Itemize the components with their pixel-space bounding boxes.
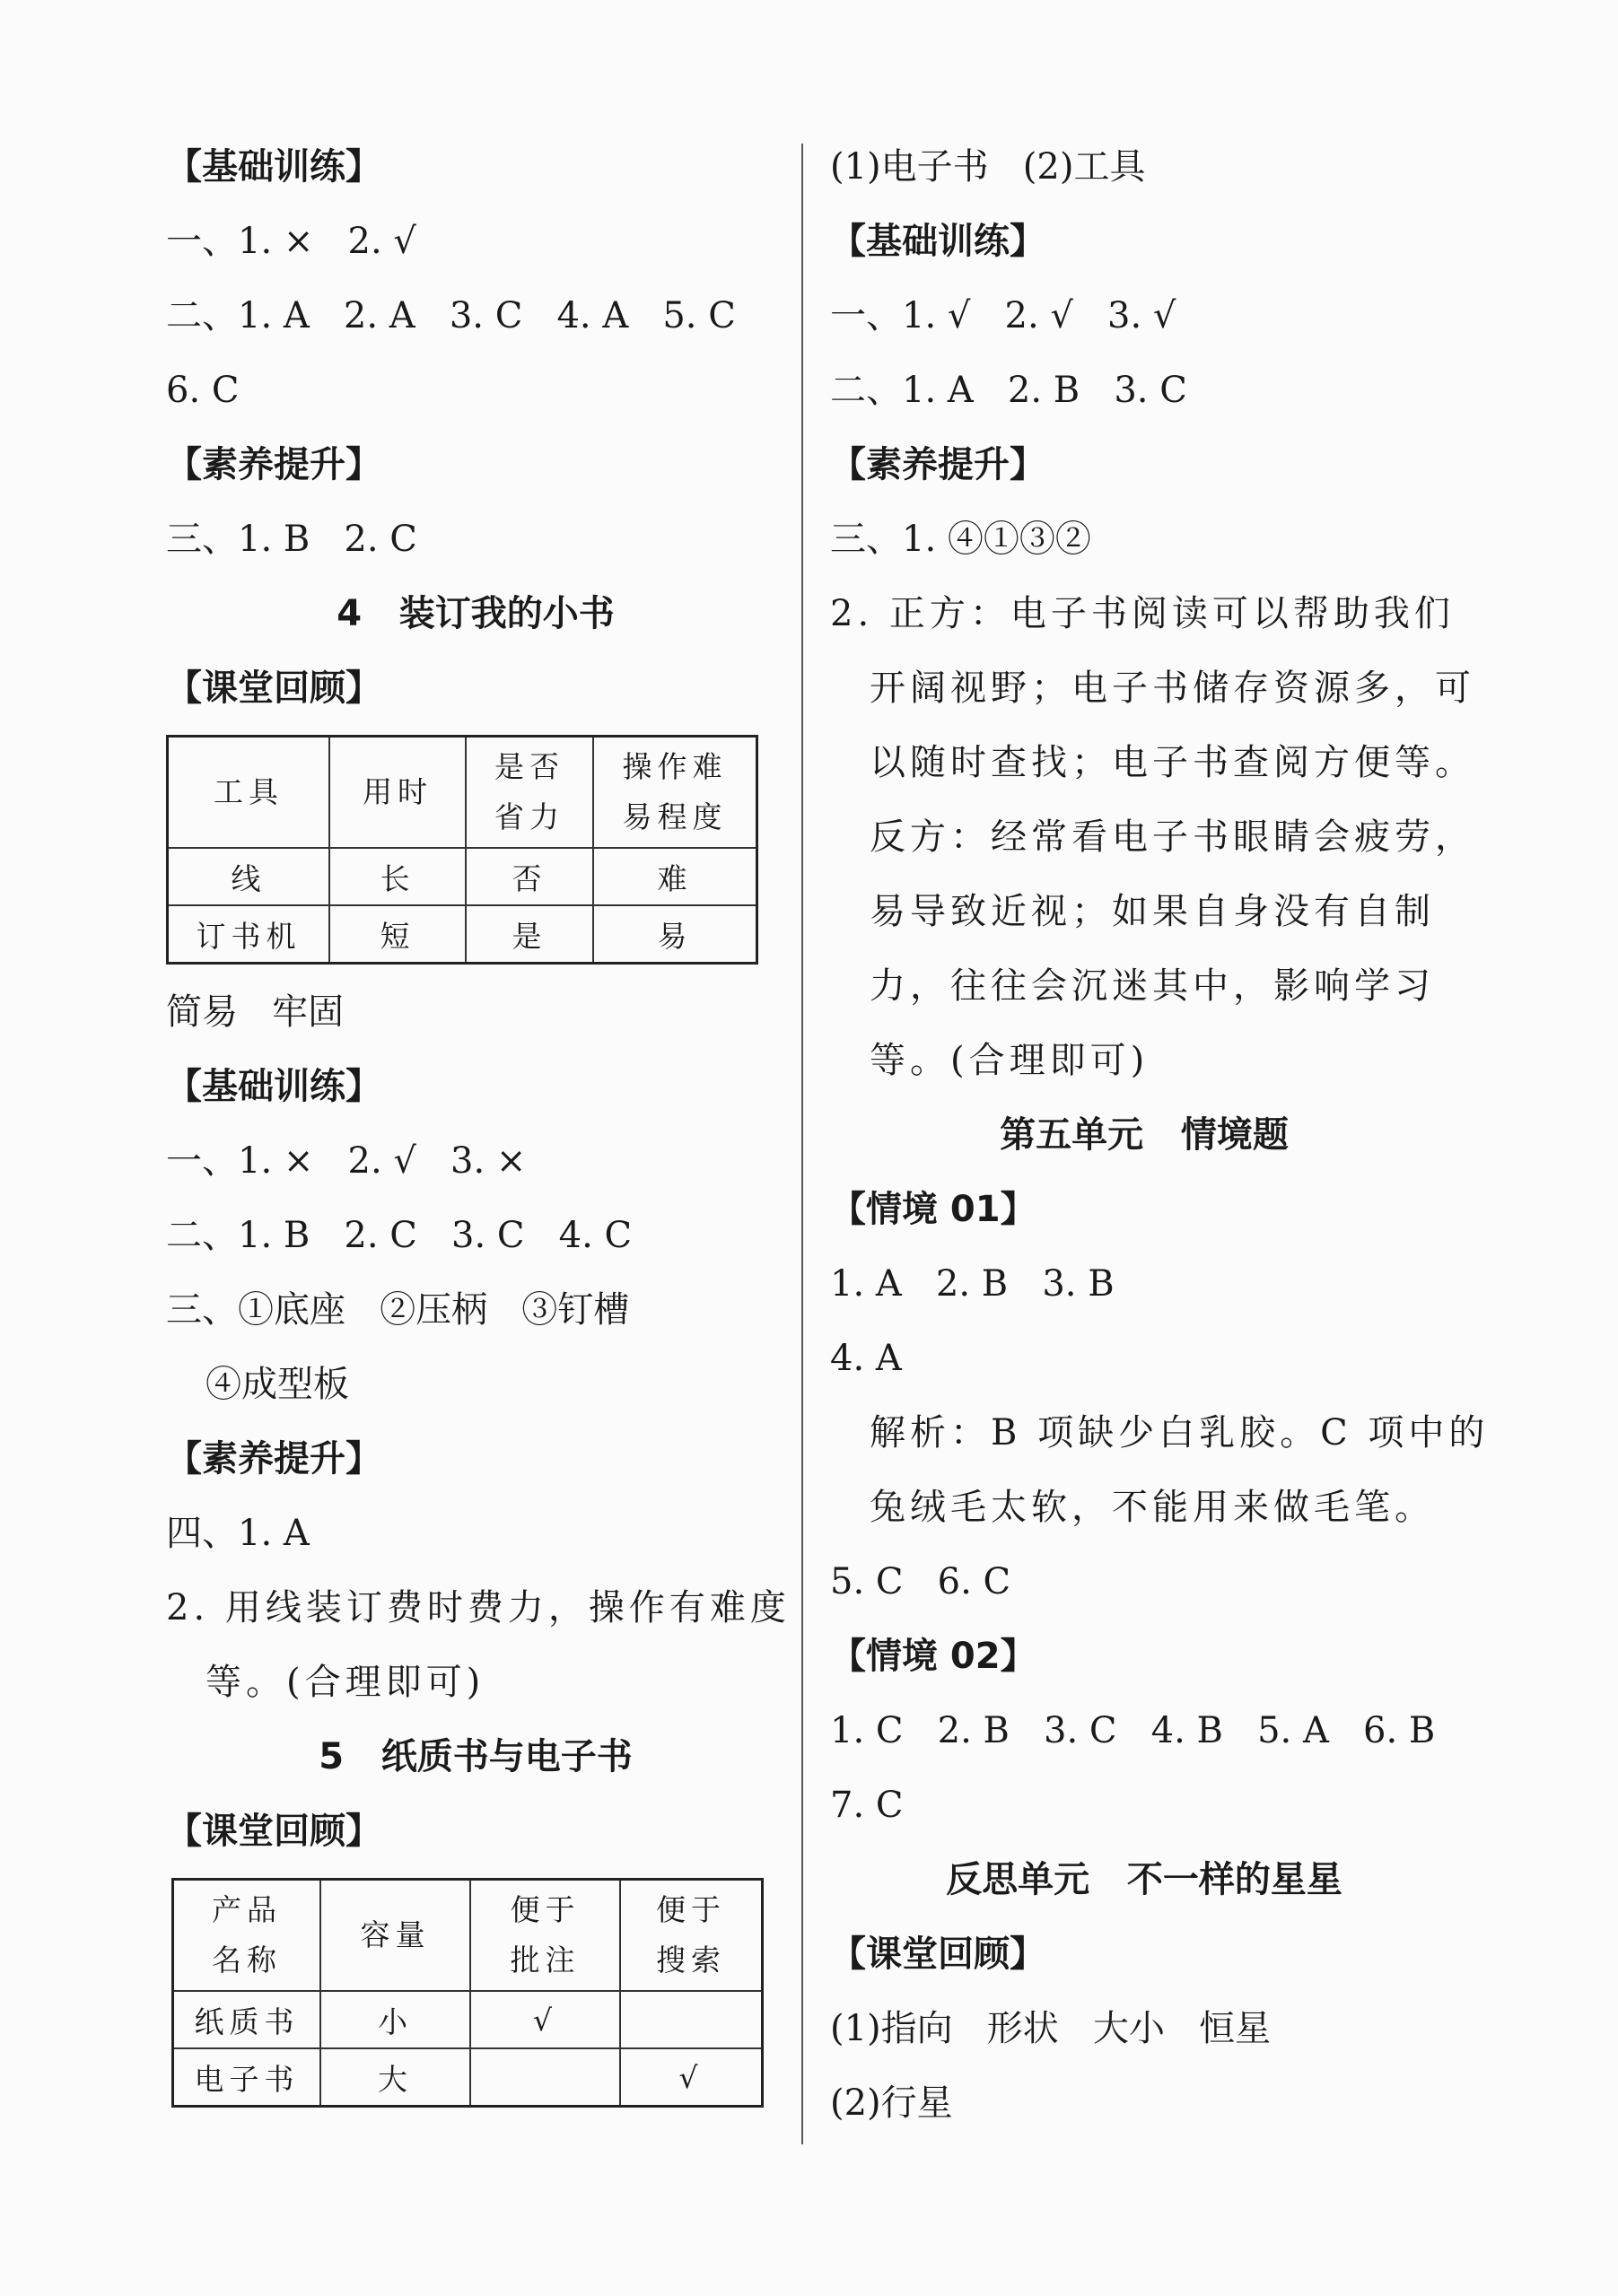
table-header-cell: 产品 名称 [173,1880,321,1992]
table-cell: 长 [329,848,466,905]
table-cell: 否 [466,848,593,905]
answer-line: 2. 用线装订费时费力，操作有难度 [166,1587,791,1628]
table-row [173,2048,763,2107]
table-cell: 电子书 [173,2048,321,2107]
table-row [168,848,757,905]
table-row [168,905,757,964]
answer-line: 7. C [830,1785,904,1826]
table-header-cell: 操作难 易程度 [593,737,757,849]
answer-line: 4. A [830,1338,902,1379]
answer-line: 三、1. ④①③② [830,519,1091,560]
table-header-cell: 容量 [320,1880,470,1992]
answer-line: 1. A 2. B 3. B [830,1263,1115,1305]
binding-tools-table [166,735,758,965]
answer-line: 一、1. × 2. √ 3. × [166,1140,527,1182]
table-header-cell: 便于 批注 [470,1880,620,1992]
section-label: 【情境 01】 [830,1189,1036,1230]
right-column [830,130,1490,2141]
answer-line: 反方：经常看电子书眼睛会疲劳， [870,816,1475,858]
answer-line: 等。(合理即可) [870,1040,1150,1081]
section-label: 【素养提升】 [830,444,1045,485]
answer-line: 一、1. √ 2. √ 3. √ [830,295,1176,336]
table-cell [470,2048,620,2107]
section-label: 【课堂回顾】 [830,1934,1045,1975]
table-cell: 易 [593,905,757,964]
answer-line: 二、1. A 2. B 3. C [830,370,1187,411]
table-cell: 线 [168,848,330,905]
answer-line: 开阔视野；电子书储存资源多，可 [870,668,1475,709]
lesson-title: 4 装订我的小书 [337,593,615,634]
unit-title: 第五单元 情境题 [1000,1114,1289,1156]
table-cell: 难 [593,848,757,905]
table-cell: 是 [466,905,593,964]
answer-line: 三、1. B 2. C [166,519,417,560]
section-label: 【情境 02】 [830,1636,1036,1677]
table-cell: 小 [320,1991,470,2048]
book-comparison-table [171,1878,764,2108]
answer-line: 6. C [166,370,240,411]
answer-line: (1)指向 形状 大小 恒星 [830,2008,1272,2049]
answer-line: 二、1. A 2. A 3. C 4. A 5. C [166,295,736,336]
table-cell: 短 [329,905,466,964]
answer-line: 二、1. B 2. C 3. C 4. C [166,1215,633,1256]
column-divider [801,144,803,2144]
answer-line: 以随时查找；电子书查阅方便等。 [870,742,1475,783]
answer-line: 1. C 2. B 3. C 4. B 5. A 6. B [830,1710,1436,1751]
answer-line: 2. 正方：电子书阅读可以帮助我们 [830,593,1455,634]
unit-title: 反思单元 不一样的星星 [946,1859,1343,1900]
answer-line: 一、1. × 2. √ [166,221,416,262]
table-cell: √ [620,2048,763,2107]
table-row [173,1991,763,2048]
table-cell [620,1991,763,2048]
lesson-title: 5 纸质书与电子书 [319,1736,633,1777]
section-label: 【素养提升】 [166,444,381,485]
section-label: 【基础训练】 [830,221,1045,262]
table-cell: 纸质书 [173,1991,321,2048]
section-label: 【课堂回顾】 [166,668,381,709]
answer-line: 简易 牢固 [166,991,345,1033]
answer-line: 易导致近视；如果自身没有自制 [870,891,1435,932]
table-cell: 订书机 [168,905,330,964]
table-header-cell: 用时 [329,737,466,849]
section-label: 【素养提升】 [166,1438,381,1480]
answer-line: 解析：B 项缺少白乳胶。C 项中的 [870,1412,1490,1454]
answer-line: 四、1. A [166,1513,310,1554]
answer-line: 等。(合理即可) [206,1662,485,1703]
table-cell: 大 [320,2048,470,2107]
answer-line: (2)行星 [830,2082,953,2124]
answer-line: ④成型板 [206,1364,349,1405]
answer-line: (1)电子书 (2)工具 [830,146,1146,188]
answer-line: 力，往往会沉迷其中，影响学习 [870,965,1435,1007]
table-header-cell: 是否 省力 [466,737,593,849]
section-label: 【基础训练】 [166,1066,381,1107]
table-header-cell: 便于 搜索 [620,1880,763,1992]
section-label: 【基础训练】 [166,146,381,188]
table-header-cell: 工具 [168,737,330,849]
section-label: 【课堂回顾】 [166,1811,381,1852]
answer-line: 5. C 6. C [830,1561,1011,1602]
answer-line: 兔绒毛太软，不能用来做毛笔。 [870,1487,1435,1528]
left-column [166,130,791,2118]
answer-line: 三、①底座 ②压柄 ③钉槽 [166,1289,630,1331]
table-cell: √ [470,1991,620,2048]
